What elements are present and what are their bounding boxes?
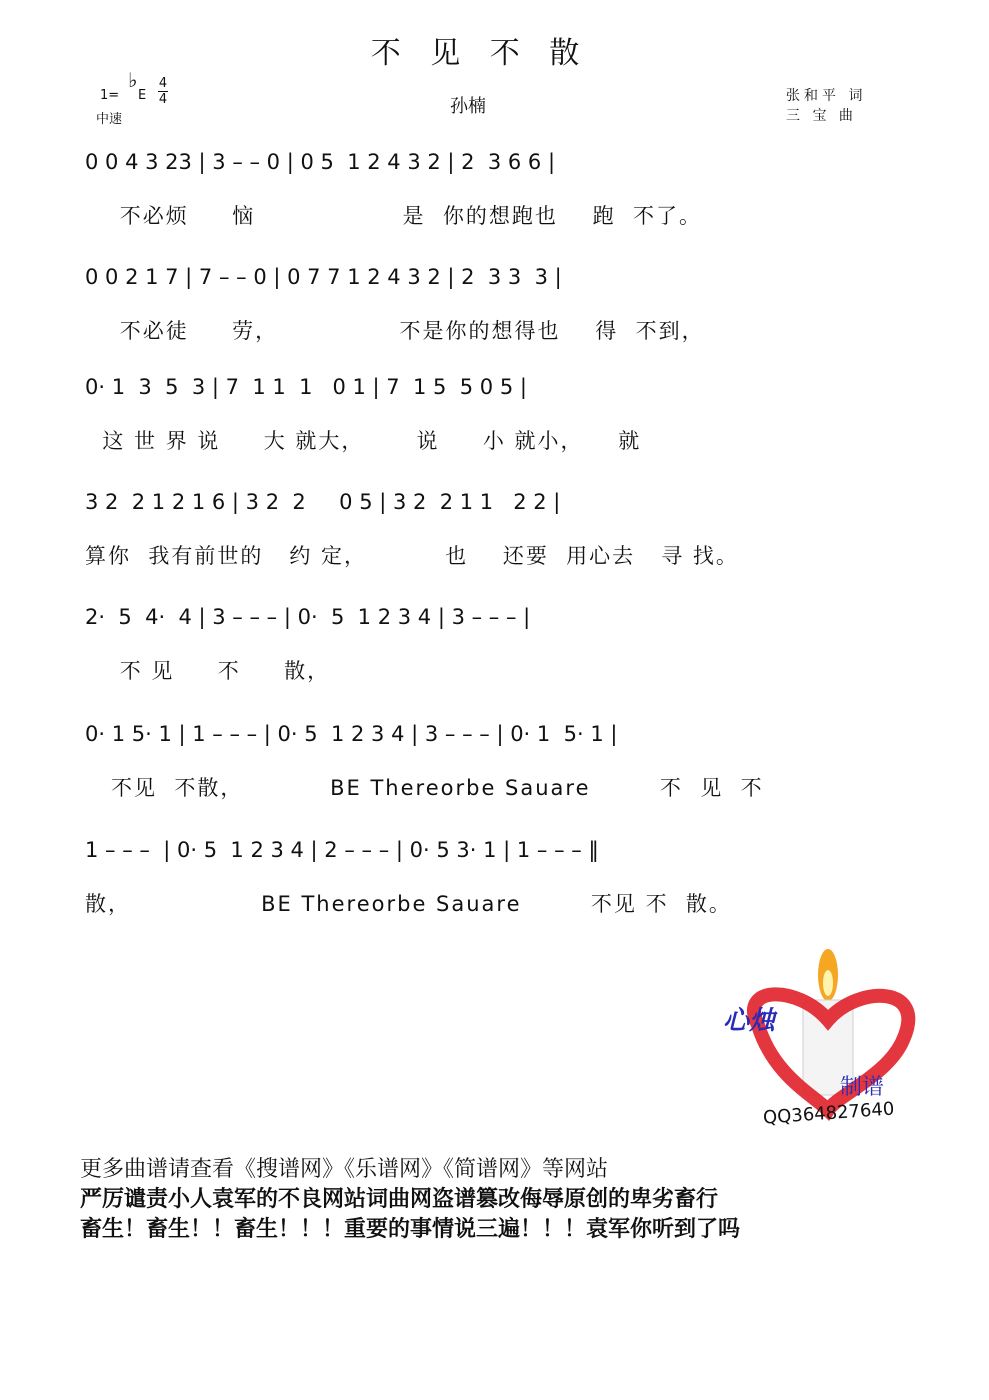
key-prefix: 1= [100,88,120,103]
key-note: E [138,88,147,103]
meter-top: 4 [158,76,168,91]
song-title: 不 见 不 散 [370,36,590,71]
candle-logo [718,945,938,1135]
lyrics-line: 不 见 不 散， [85,659,331,683]
footer-line-3: 畜生！畜生！！畜生！！！重要的事情说三遍！！！袁军你听到了吗 [80,1217,741,1242]
logo-sub-text: 制谱 [840,1075,885,1100]
logo-qq: QQ364827640 [762,1098,895,1129]
footer-line-1: 更多曲谱请查看《搜谱网》《乐谱网》《简谱网》等网站 [80,1157,609,1182]
tempo-marking: 中速 [96,112,123,127]
logo-main-text: 心烛 [723,1006,776,1036]
lyrics-line: 这 世 界 说 大 就大， 说 小 就小， 就 [85,429,642,453]
notes-line: 0· 1 5· 1 | 1 – – – | 0· 5 1 2 3 4 | 3 – – – | 0· 1 5· 1 | [85,722,618,746]
lyrics-line: 算你 我有前世的 约 定， 也 还要 用心去 寻 找。 [85,544,739,568]
time-signature [158,76,168,107]
footer-line-2: 严厉谴责小人袁军的不良网站词曲网盗谱篡改侮辱原创的卑劣畜行 [80,1187,719,1212]
notes-line: 1 – – – | 0· 5 1 2 3 4 | 2 – – – | 0· 5 3· 1 | 1 – – – ‖ [85,838,599,862]
notes-line: 0 0 4 3 23 | 3 – – 0 | 0 5 1 2 4 3 2 | 2 3 6 6 | [85,150,556,174]
notes-line: 2· 5 4· 4 | 3 – – – | 0· 5 1 2 3 4 | 3 – – – | [85,605,531,629]
composer-credit: 三 宝 曲 [786,108,857,124]
notes-line: 3 2 2 1 2 1 6 | 3 2 2 0 5 | 3 2 2 1 1 2 2 | [85,490,561,514]
meter-bottom: 4 [158,92,168,107]
credits [786,86,866,126]
singer-name: 孙楠 [450,96,486,117]
notes-line: 0 0 2 1 7 | 7 – – 0 | 0 7 7 1 2 4 3 2 | 2 3 3 3 | [85,265,562,289]
lyrics-line: 不见 不散， BE Thereorbe Sauare 不 见 不 [85,776,764,800]
lyricist-credit: 张和平 词 [786,88,867,104]
lyrics-line: 散， BE Thereorbe Sauare 不见 不 散。 [85,892,732,916]
lyrics-line: 不必徒 劳， 不是你的想得也 得 不到， [85,319,705,343]
footer-notice [80,1155,740,1245]
notes-line: 0· 1 3 5 3 | 7 1 1 1 0 1 | 7 1 5 5 0 5 | [85,375,527,399]
lyrics-line: 不必烦 恼 是 你的想跑也 跑 不了。 [85,204,702,228]
flat-sign: ♭ [128,68,138,92]
